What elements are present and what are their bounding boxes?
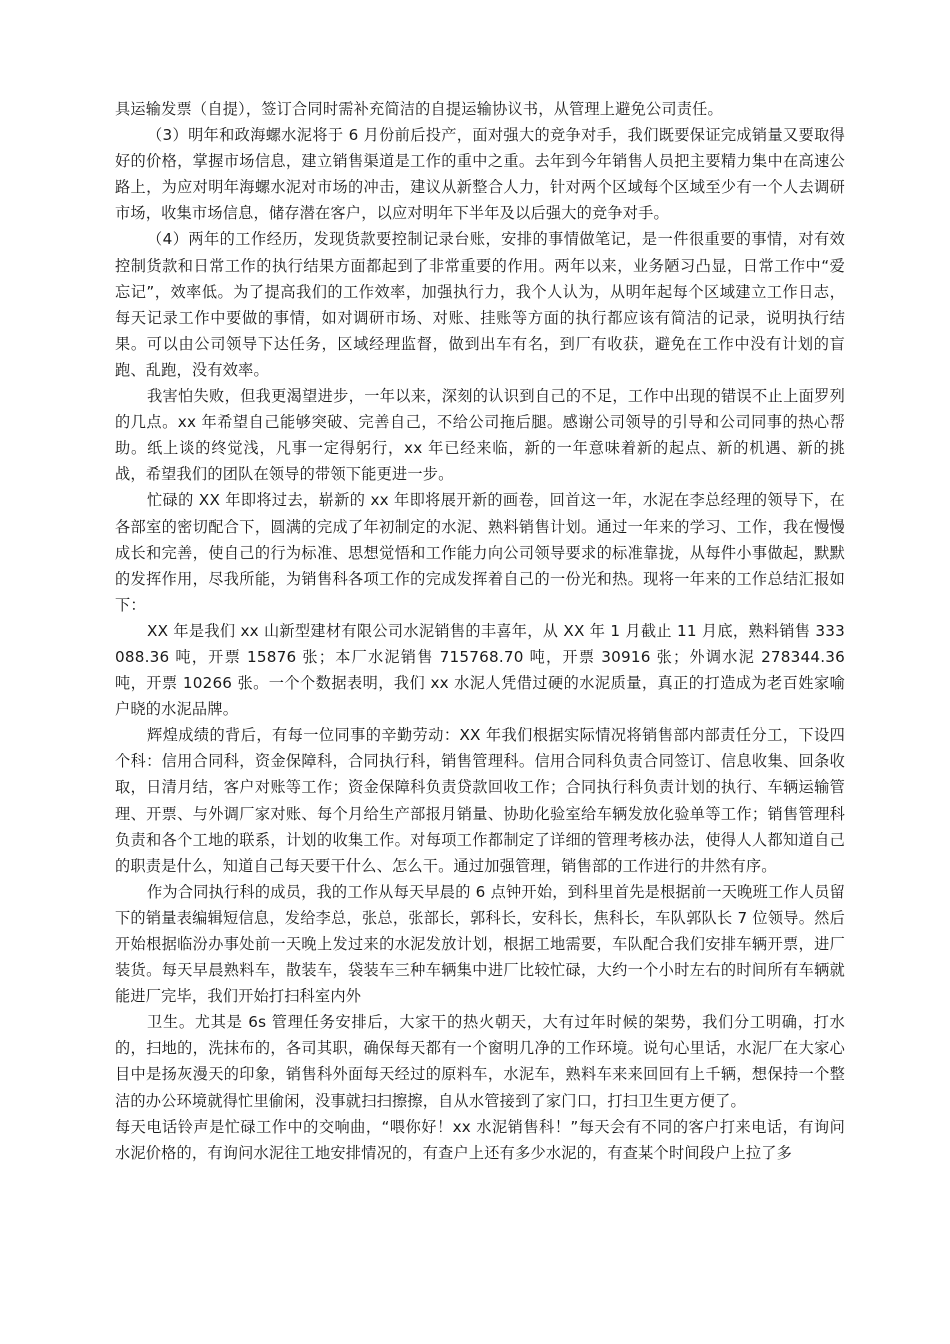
paragraph-cleaning: 卫生。尤其是 6s 管理任务安排后，大家干的热火朝天，大有过年时候的架势，我们分工明确，打水的，扫地的，洗抹布的，各司其职，确保每天都有一个窗明几净的工作环境。说句心里话，水泥厂在大家心目中是扬灰漫天的印象，销售科外面每天经过的原料车，水泥车，熟料车来来回回有上千辆，想保持一个整洁的办公环境就得忙里偷闲，没事就扫扫擦擦，自从水管接到了家门口，打扫卫生更方便了。 bbox=[115, 1013, 845, 1110]
paragraph-item-4-work-log: （4）两年的工作经历，发现货款要控制记录台账，安排的事情做笔记，是一件很重要的事情，对有效控制货款和日常工作的执行结果方面都起到了非常重要的作用。两年以来，业务陋习凸显，日常工作中“爱忘记”，效率低。为了提高我们的工作效率，加强执行力，我个人认为，从明年起每个区域建立工作日志，每天记录工作中要做的事情，如对调研市场、对账、挂账等方面的执行都应该有简洁的记录，说明执行结果。可以由公司领导下达任务，区域经理监督，做到出车有名，到厂有收获，避免在工作中没有计划的盲跑、乱跑，没有效率。 bbox=[115, 230, 845, 379]
paragraph-item-3-competition: （3）明年和政海螺水泥将于 6 月份前后投产，面对强大的竞争对手，我们既要保证完成销量又要取得好的价格，掌握市场信息，建立销售渠道是工作的重中之重。去年到今年销售人员把主要精力集中在高速公路上，为应对明年海螺水泥对市场的冲击，建议从新整合人力，针对两个区域每个区域至少有一个人去调研市场，收集市场信息，储存潜在客户，以应对明年下半年及以后强大的竞争对手。 bbox=[115, 126, 845, 223]
paragraph-year-intro: 忙碌的 XX 年即将过去，崭新的 xx 年即将展开新的画卷，回首这一年，水泥在李总经理的领导下，在各部室的密切配合下，圆满的完成了年初制定的水泥、熟料销售计划。通过一年来的学习、工作，我在慢慢成长和完善，使自己的行为标准、思想觉悟和工作能力向公司领导要求的标准靠拢，从每件小事做起，默默的发挥作用，尽我所能，为销售科各项工作的完成发挥着自己的一份光和热。现将一年来的工作总结汇报如下： bbox=[115, 491, 845, 614]
paragraph-self-reflection: 我害怕失败，但我更渴望进步，一年以来，深刻的认识到自己的不足，工作中出现的错误不止上面罗列的几点。xx 年希望自己能够突破、完善自己，不给公司拖后腿。感谢公司领导的引导和公司同事的热心帮助。纸上谈的终觉浅，凡事一定得躬行，xx 年已经来临，新的一年意味着新的起点、新的机遇、新的挑战，希望我们的团队在领导的带领下能更进一步。 bbox=[115, 387, 845, 484]
paragraph-transport-invoice: 具运输发票（自提），签订合同时需补充简洁的自提运输协议书，从管理上避免公司责任。 bbox=[115, 100, 723, 118]
paragraph-phone-calls: 每天电话铃声是忙碌工作中的交响曲，“喂你好！xx 水泥销售科！”每天会有不同的客户打来电话，有询问水泥价格的，有询问水泥往工地安排情况的，有查户上还有多少水泥的，有查某个时间段户上拉了多 bbox=[115, 1117, 845, 1162]
paragraph-sales-figures: XX 年是我们 xx 山新型建材有限公司水泥销售的丰喜年，从 XX 年 1 月截止 11 月底，熟料销售 333088.36 吨，开票 15876 张；本厂水泥销售 715768.70 吨，开票 30916 张；外调水泥 278344.36 吨，开票 10266 张。一个个数据表明，我们 xx 水泥人凭借过硬的水泥质量，真正的打造成为老百姓家喻户晓的水泥品牌。 bbox=[115, 621, 845, 719]
paragraph-daily-work: 作为合同执行科的成员，我的工作从每天早晨的 6 点钟开始，到科里首先是根据前一天晚班工作人员留下的销量表编辑短信息，发给李总，张总，张部长，郭科长，安科长，焦科长，车队郭队长 7 位领导。然后开始根据临汾办事处前一天晚上发过来的水泥发放计划，根据工地需要，车队配合我们安排车辆开票，进厂装货。每天早晨熟料车，散装车，袋装车三种车辆集中进厂比较忙碌，大约一个小时左右的时间所有车辆就能进厂完毕，我们开始打扫科室内外 bbox=[115, 882, 845, 1006]
paragraph-department-structure: 辉煌成绩的背后，有每一位同事的辛勤劳动：XX 年我们根据实际情况将销售部内部责任分工，下设四个科：信用合同科，资金保障科，合同执行科，销售管理科。信用合同科负责合同签订、信息收集、回条收取，日清月结，客户对账等工作；资金保障科负责贷款回收工作；合同执行科负责计划的执行、车辆运输管理、开票、与外调厂家对账、每个月给生产部报月销量、协助化验室给车辆发放化验单等工作；销售管理科负责和各个工地的联系，计划的收集工作。对每项工作都制定了详细的管理考核办法，使得人人都知道自己的职责是什么，知道自己每天要干什么、怎么干。通过加强管理，销售部的工作进行的井然有序。 bbox=[115, 726, 845, 875]
document-body bbox=[115, 96, 845, 1166]
